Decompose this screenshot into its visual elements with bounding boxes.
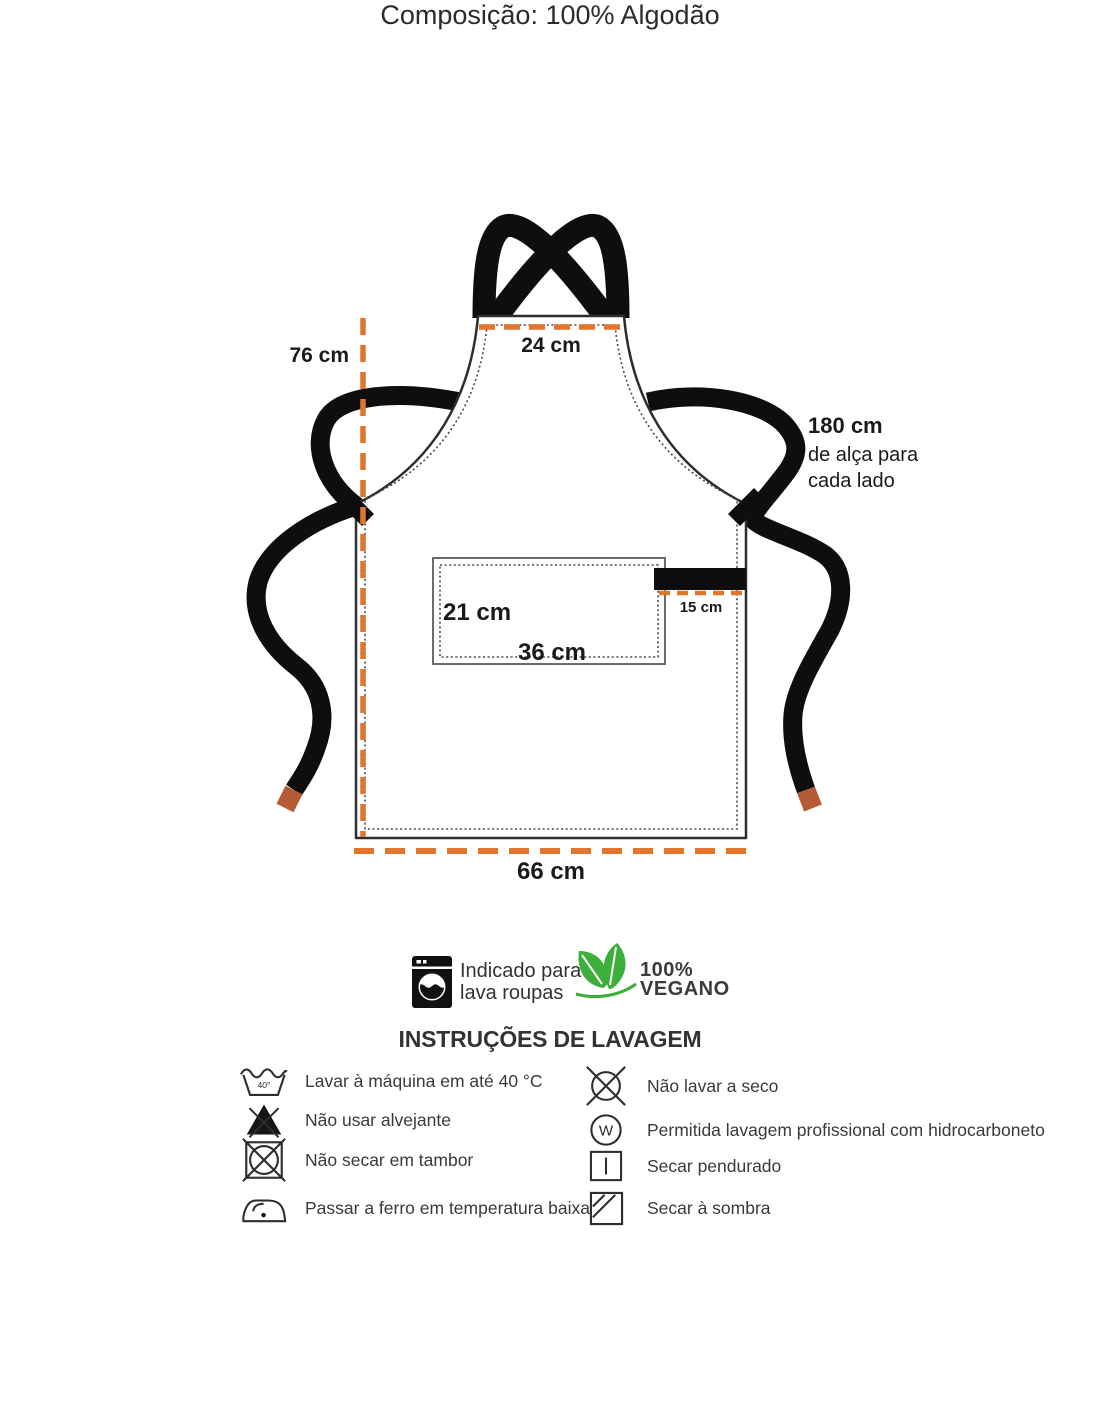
care-label: Secar pendurado — [647, 1155, 782, 1176]
care-row — [238, 1137, 473, 1183]
care-label: Secar à sombra — [647, 1197, 771, 1218]
vegan-caption — [640, 961, 730, 999]
strap-length-label: 180 cm — [808, 413, 883, 438]
care-label: Lavar à máquina em até 40 °C — [305, 1070, 543, 1091]
height-label: 76 cm — [289, 344, 349, 367]
care-row — [238, 1192, 590, 1224]
care-label: Não lavar a seco — [647, 1075, 779, 1096]
machine-wash-caption-line2: lava roupas — [460, 982, 564, 1004]
care-label: Passar a ferro em temperatura baixa — [305, 1197, 590, 1218]
top-width-label: 24 cm — [521, 334, 581, 357]
pocket-offset-label: 15 cm — [679, 599, 723, 616]
no-dry-clean-icon — [580, 1064, 632, 1108]
care-label: Não secar em tambor — [305, 1149, 474, 1170]
svg-text:W: W — [598, 1122, 614, 1140]
machine-wash-icon — [412, 956, 452, 1013]
care-row — [580, 1149, 781, 1183]
vegan-leaves-icon — [574, 942, 638, 1005]
hang-dry-icon — [580, 1150, 632, 1182]
strap-length-sub2: cada lado — [808, 470, 895, 492]
no-tumble-dry-icon — [238, 1137, 290, 1183]
shade-dry-icon — [580, 1191, 632, 1226]
iron-low-temp-icon — [238, 1193, 290, 1224]
pocket-width-label: 36 cm — [517, 639, 587, 666]
professional-clean-hydrocarbon-icon — [580, 1113, 632, 1147]
care-title: INSTRUÇÕES DE LAVAGEM — [398, 1026, 702, 1052]
strap-length-sub1: de alça para — [808, 444, 919, 466]
care-row — [238, 1099, 451, 1141]
care-row — [580, 1064, 778, 1108]
care-label: Permitida lavagem profissional com hidrocarboneto — [647, 1119, 1045, 1140]
vegan-caption-line2: VEGANO — [640, 978, 730, 1000]
svg-text:40°: 40° — [257, 1079, 271, 1090]
strap-tip-left — [285, 790, 294, 808]
machine-wash-caption — [460, 960, 581, 1004]
care-row — [238, 1064, 543, 1098]
wash-40-icon — [238, 1065, 290, 1098]
neck-straps — [484, 225, 618, 318]
side-strap-band — [654, 568, 746, 590]
vegan-caption-line1: 100% — [640, 959, 694, 981]
care-label: Não usar alvejante — [305, 1109, 451, 1130]
strap-tip-right — [806, 790, 813, 808]
composition-text: Composição: 100% Algodão — [380, 0, 720, 30]
no-bleach-icon — [238, 1100, 290, 1140]
pocket-height-label: 21 cm — [443, 599, 512, 626]
machine-wash-caption-line1: Indicado para — [460, 960, 582, 982]
care-row — [580, 1113, 1045, 1147]
care-row — [580, 1190, 771, 1226]
bottom-width-label: 66 cm — [516, 858, 586, 885]
